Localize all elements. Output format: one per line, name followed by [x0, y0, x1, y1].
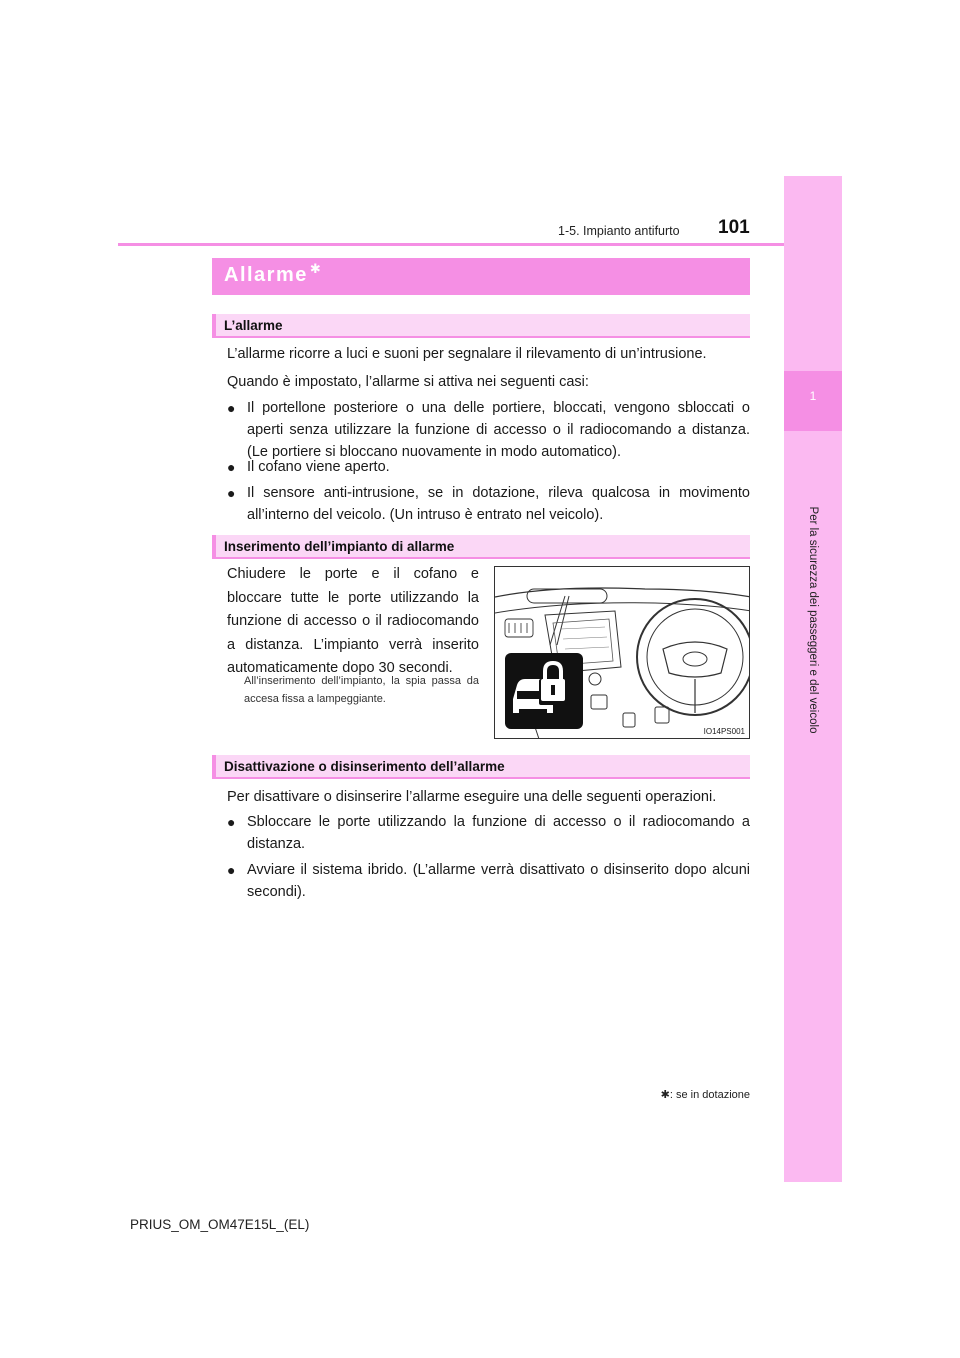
section-heading-disarming	[212, 755, 750, 779]
section-heading-alarm	[212, 314, 750, 338]
disarming-lead: Per disattivare o disinserire l’allarme eseguire una delle seguenti operazioni.	[227, 789, 717, 805]
list-item-text: Il sensore anti-intrusione, se in dotazione, rileva qualcosa in movimento all’interno del veicolo. (Un intruso è entrato nel veicolo).	[247, 485, 750, 523]
list-item-text: Sbloccare le porte utilizzando la funzione di accesso o il radiocomando a distanza.	[247, 814, 750, 852]
dashboard-illustration	[494, 566, 750, 739]
bullet-icon: ●	[227, 485, 236, 501]
bullet-icon: ●	[227, 459, 236, 475]
page-title	[224, 261, 323, 287]
figure-code: IO14PS001	[703, 727, 745, 736]
page-number: 101	[718, 217, 750, 238]
chapter-label-text: Per la sicurezza dei passeggeri e del veicolo	[807, 506, 819, 734]
side-chapter-marker	[784, 371, 842, 431]
list-item	[227, 397, 750, 463]
header-rule	[118, 243, 784, 246]
bullet-icon: ●	[227, 400, 236, 416]
footnote-star-icon: ✱	[660, 1089, 670, 1101]
list-item-text: Avviare il sistema ibrido. (L’allarme verrà disattivato o disinserito dopo alcuni secondi).	[247, 862, 750, 900]
bullet-icon: ●	[227, 862, 236, 878]
list-item	[227, 811, 750, 855]
list-item	[227, 482, 750, 526]
list-item	[227, 859, 750, 903]
header-section-title: 1-5. Impianto antifurto	[558, 224, 680, 238]
list-item-text: Il portellone posteriore o una delle portiere, bloccati, vengono sbloccati o aperti senza utilizzare la funzione di accesso o il radiocomando a distanza. (Le portiere si bloccano nuovamente in modo automatico).	[247, 400, 750, 460]
arming-body: Chiudere le porte e il cofano e bloccare tutte le porte utilizzando la funzione di accesso o il radiocomando a distanza. L’impianto verrà inserito automaticamente dopo 30 secondi.	[227, 566, 479, 676]
optional-star-icon: ✱	[309, 261, 323, 276]
document-code: PRIUS_OM_OM47E15L_(EL)	[130, 1217, 310, 1232]
list-item	[227, 456, 750, 478]
chapter-number: 1	[809, 389, 817, 403]
list-item-text: Il cofano viene aperto.	[247, 459, 390, 475]
page-title-bar	[212, 258, 750, 295]
section-heading-text: Disattivazione o disinserimento dell’allarme	[224, 759, 505, 774]
page-title-text: Allarme	[224, 264, 308, 286]
alarm-intro: L’allarme ricorre a luci e suoni per segnalare il rilevamento di un’intrusione.	[227, 346, 707, 362]
footnote-text: : se in dotazione	[669, 1089, 750, 1101]
bullet-icon: ●	[227, 814, 236, 830]
section-heading-text: L’allarme	[224, 318, 283, 333]
section-heading-arming	[212, 535, 750, 559]
arming-caption: All’inserimento dell’impianto, la spia passa da accesa fissa a lampeggiante.	[244, 675, 479, 705]
dashboard-drawing	[495, 567, 750, 739]
footnote	[620, 1088, 750, 1101]
section-heading-text: Inserimento dell’impianto di allarme	[224, 539, 455, 554]
alarm-lead: Quando è impostato, l’allarme si attiva nei seguenti casi:	[227, 374, 589, 390]
